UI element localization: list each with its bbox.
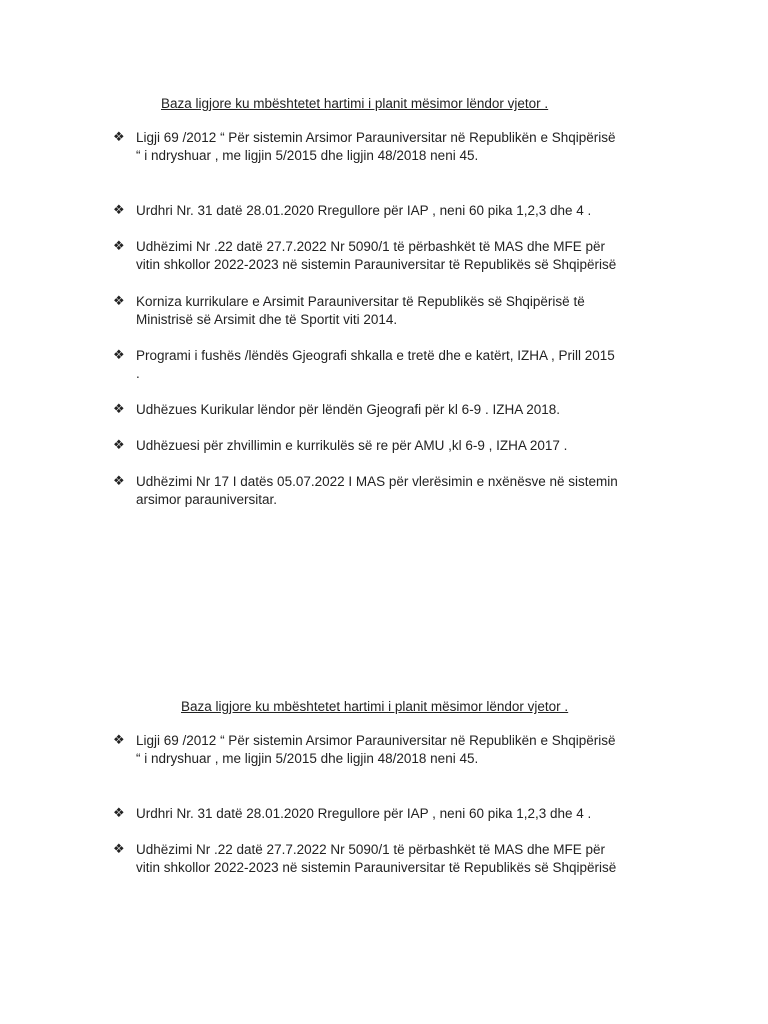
list-item-text: Udhëzimi Nr .22 datë 27.7.2022 Nr 5090/1 të përbashkët të MAS dhe MFE për vitin shkollor 2022-2023 në sistemin Parauniversitar të Republikës së Shqipërisë bbox=[136, 842, 617, 875]
list-item-text: Urdhri Nr. 31 datë 28.01.2020 Rregullore për IAP , neni 60 pika 1,2,3 dhe 4 . bbox=[136, 203, 592, 218]
diamond-bullet-icon: ❖ bbox=[113, 842, 125, 857]
list-item-text: Korniza kurrikulare e Arsimit Parauniversitar të Republikës së Shqipërisë të Ministrisë së Arsimit dhe të Sportit viti 2014. bbox=[136, 294, 585, 327]
diamond-bullet-icon: ❖ bbox=[113, 474, 125, 489]
diamond-bullet-icon: ❖ bbox=[113, 130, 125, 145]
list-item-text: Udhëzues Kurikular lëndor për lëndën Gjeografi për kl 6-9 . IZHA 2018. bbox=[136, 402, 560, 417]
diamond-bullet-icon: ❖ bbox=[113, 733, 125, 748]
section-title: Baza ligjore ku mbështetet hartimi i planit mësimor lëndor vjetor . bbox=[161, 96, 549, 111]
diamond-bullet-icon: ❖ bbox=[113, 402, 125, 417]
diamond-bullet-icon: ❖ bbox=[113, 438, 125, 453]
list-item-text: Ligji 69 /2012 “ Për sistemin Arsimor Parauniversitar në Republikën e Shqipërisë “ i ndryshuar , me ligjin 5/2015 dhe ligjin 48/2018 neni 45. bbox=[136, 733, 616, 766]
legal-basis-section-1 bbox=[0, 95, 768, 507]
diamond-bullet-icon: ❖ bbox=[113, 806, 125, 821]
list-item-text: Udhëzimi Nr .22 datë 27.7.2022 Nr 5090/1 të përbashkët të MAS dhe MFE për vitin shkollor 2022-2023 në sistemin Parauniversitar të Republikës së Shqipërisë bbox=[136, 239, 617, 272]
list-item-text: Udhëzuesi për zhvillimin e kurrikulës së re për AMU ,kl 6-9 , IZHA 2017 . bbox=[136, 438, 568, 453]
list-item-text: Udhëzimi Nr 17 I datës 05.07.2022 I MAS për vlerësimin e nxënësve në sistemin arsimor parauniversitar. bbox=[136, 474, 618, 507]
list-item-text: Urdhri Nr. 31 datë 28.01.2020 Rregullore për IAP , neni 60 pika 1,2,3 dhe 4 . bbox=[136, 806, 592, 821]
list-item-text: Ligji 69 /2012 “ Për sistemin Arsimor Parauniversitar në Republikën e Shqipërisë “ i ndryshuar , me ligjin 5/2015 dhe ligjin 48/2018 neni 45. bbox=[136, 130, 616, 163]
section-title: Baza ligjore ku mbështetet hartimi i planit mësimor lëndor vjetor . bbox=[181, 699, 569, 714]
list-item-text: Programi i fushës /lëndës Gjeografi shkalla e tretë dhe e katërt, IZHA , Prill 2015 . bbox=[136, 348, 615, 381]
diamond-bullet-icon: ❖ bbox=[113, 203, 125, 218]
legal-basis-section-2 bbox=[0, 698, 768, 875]
diamond-bullet-icon: ❖ bbox=[113, 239, 125, 254]
diamond-bullet-icon: ❖ bbox=[113, 294, 125, 309]
diamond-bullet-icon: ❖ bbox=[113, 348, 125, 363]
